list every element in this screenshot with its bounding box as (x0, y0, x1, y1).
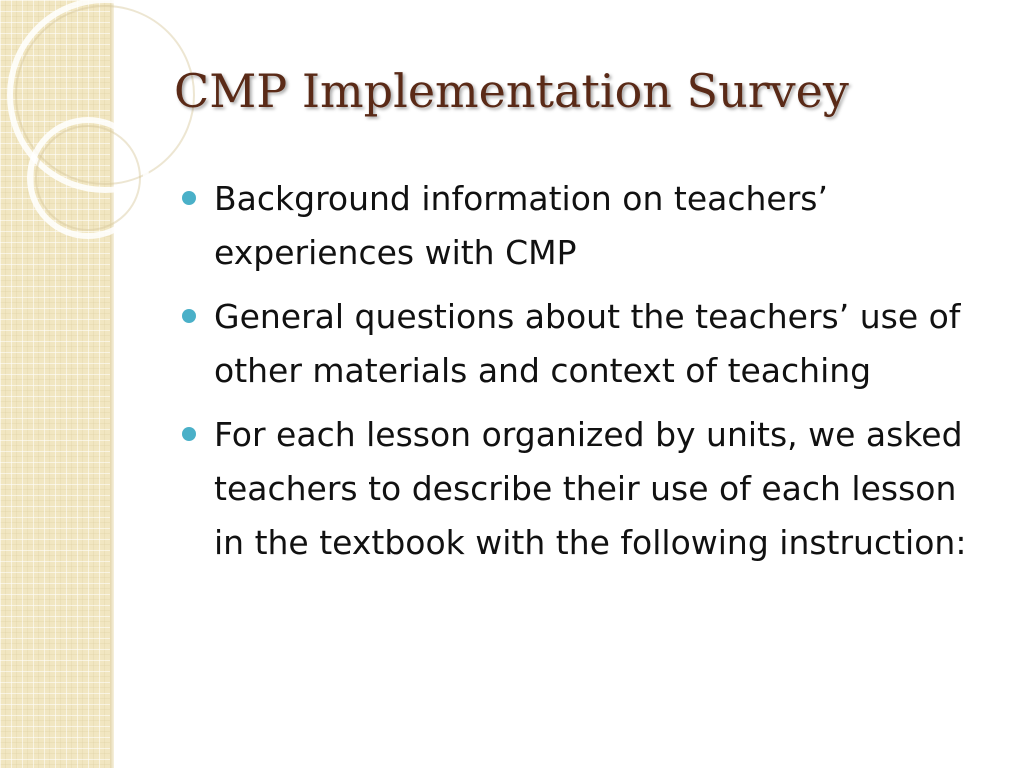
slide-title: CMP Implementation Survey (174, 64, 849, 118)
bullet-dot-icon (182, 191, 196, 205)
decorative-ring-small (30, 120, 146, 236)
bullet-item-general-questions (182, 290, 972, 398)
decorative-rings (0, 0, 200, 280)
decorative-ring-small-shade (36, 126, 140, 230)
bullet-text: For each lesson organized by units, we asked teachers to describe their use of each lesson in the textbook with the following instruction: (214, 415, 967, 562)
bullet-text: Background information on teachers’ experiences with CMP (214, 179, 828, 272)
bullet-item-background (182, 172, 972, 280)
bullet-item-lesson-instruction (182, 408, 972, 570)
bullet-text: General questions about the teachers’ use of other materials and context of teaching (214, 297, 961, 390)
bullet-dot-icon (182, 427, 196, 441)
bullet-dot-icon (182, 309, 196, 323)
decorative-ring-large-shade (16, 6, 194, 184)
bullet-list (182, 172, 972, 580)
